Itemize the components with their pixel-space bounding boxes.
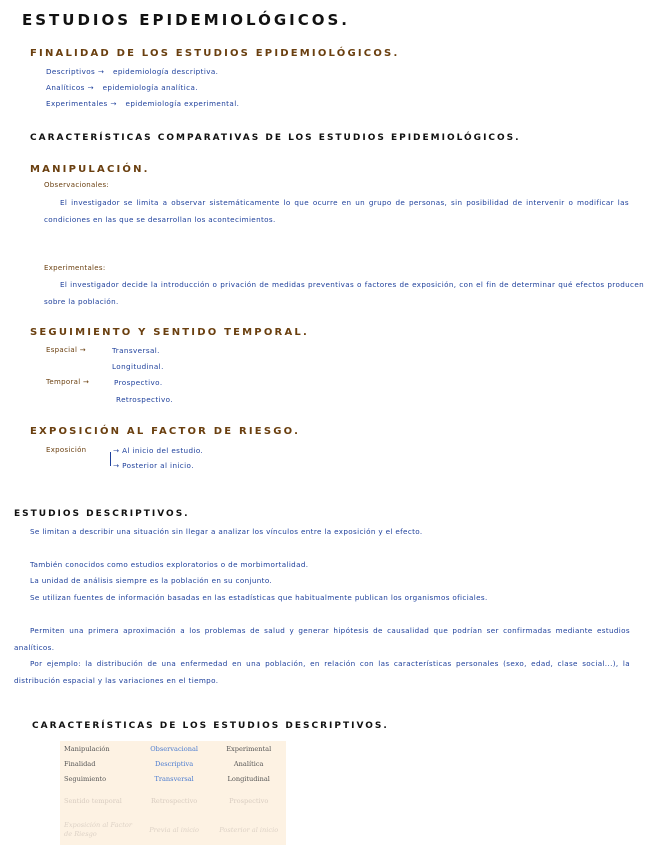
experimentales-label: Experimentales: [44, 264, 106, 272]
exposicion-value: → Al inicio del estudio. [113, 446, 204, 455]
table-cell: Finalidad [64, 759, 96, 768]
exposicion-bracket [110, 452, 111, 466]
table-cell: Previa al inicio [149, 826, 199, 834]
descriptivos-paragraph: La unidad de análisis siempre es la población en su conjunto. [30, 576, 273, 585]
descriptivos-heading: ESTUDIOS DESCRIPTIVOS. [14, 509, 190, 519]
finalidad-item: Analíticos → epidemiología analítica. [46, 83, 199, 92]
finalidad-heading: FINALIDAD DE LOS ESTUDIOS EPIDEMIOLÓGICOS. [30, 48, 400, 59]
descriptivos-paragraph: Permiten una primera aproximación a los problemas de salud y generar hipótesis de causalidad que podrían ser confirmadas mediante estudios analíticos. [14, 626, 630, 652]
experimentales-text: El investigador decide la introducción o privación de medidas preventivas o factores de exposición, con el fin de determinar qué efectos producen sobre la población. [44, 280, 644, 306]
espacial-value: Transversal. [112, 346, 160, 355]
seguimiento-heading: SEGUIMIENTO Y SENTIDO TEMPORAL. [30, 327, 309, 338]
table-cell: Seguimiento [64, 774, 107, 783]
table-cell: Manipulación [64, 744, 110, 753]
espacial-label: Espacial → [46, 346, 86, 354]
table-cell: Analítica [233, 759, 264, 768]
finalidad-item: Descriptivos → epidemiología descriptiva. [46, 67, 219, 76]
descriptivos-paragraph: Por ejemplo: la distribución de una enfermedad en una población, en relación con las características personales (sexo, edad, clase social...), la distribución espacial y las variaciones en el tiempo. [14, 659, 630, 685]
table-cell: Longitudinal [227, 774, 270, 783]
descriptivos-paragraph: También conocidos como estudios exploratorios o de morbimortalidad. [30, 560, 309, 569]
table-row [60, 741, 286, 756]
table-cell: Retrospectivo [150, 796, 198, 805]
table-row [60, 771, 286, 786]
table-cell: Descriptiva [155, 759, 194, 768]
temporal-label: Temporal → [46, 378, 90, 386]
comparison-table [60, 741, 286, 845]
temporal-value: Prospectivo. [114, 378, 163, 387]
table-cell: Sentido temporal [64, 796, 122, 805]
exposicion-heading: EXPOSICIÓN AL FACTOR DE RIESGO. [30, 426, 301, 437]
descriptivos-paragraph: Se utilizan fuentes de información basadas en las estadísticas que habitualmente publican los organismos oficiales. [30, 593, 488, 602]
temporal-value: Retrospectivo. [116, 395, 174, 404]
observacionales-text: El investigador se limita a observar sistemáticamente lo que ocurre en un grupo de personas, sin posibilidad de intervenir o modificar las condiciones en las que se desarrollan los acontecimientos. [44, 198, 629, 224]
espacial-value: Longitudinal. [112, 362, 164, 371]
page-title: ESTUDIOS EPIDEMIOLÓGICOS. [22, 11, 350, 29]
table-cell: Transversal [154, 774, 194, 783]
table-cell: Prospectivo [229, 796, 269, 805]
descriptivos-paragraph: Se limitan a describir una situación sin llegar a analizar los vínculos entre la exposición y el efecto. [30, 527, 423, 536]
table-row [60, 756, 286, 771]
table-cell: Exposición al Factor de Riesgo [64, 821, 132, 838]
tabla-heading: CARACTERÍSTICAS DE LOS ESTUDIOS DESCRIPTIVOS. [32, 721, 389, 731]
caracteristicas-heading: CARACTERÍSTICAS COMPARATIVAS DE LOS ESTUDIOS EPIDEMIOLÓGICOS. [30, 133, 521, 143]
finalidad-item: Experimentales → epidemiología experimental. [46, 99, 240, 108]
exposicion-label: Exposición [46, 446, 87, 454]
table-cell: Experimental [226, 744, 272, 753]
manipulacion-heading: MANIPULACIÓN. [30, 164, 150, 175]
table-cell: Observacional [150, 744, 198, 753]
table-row [60, 786, 286, 815]
table-cell: Posterior al inicio [219, 826, 279, 834]
observacionales-label: Observacionales: [44, 181, 110, 189]
exposicion-value: → Posterior al inicio. [113, 461, 194, 470]
table-row [60, 815, 286, 845]
